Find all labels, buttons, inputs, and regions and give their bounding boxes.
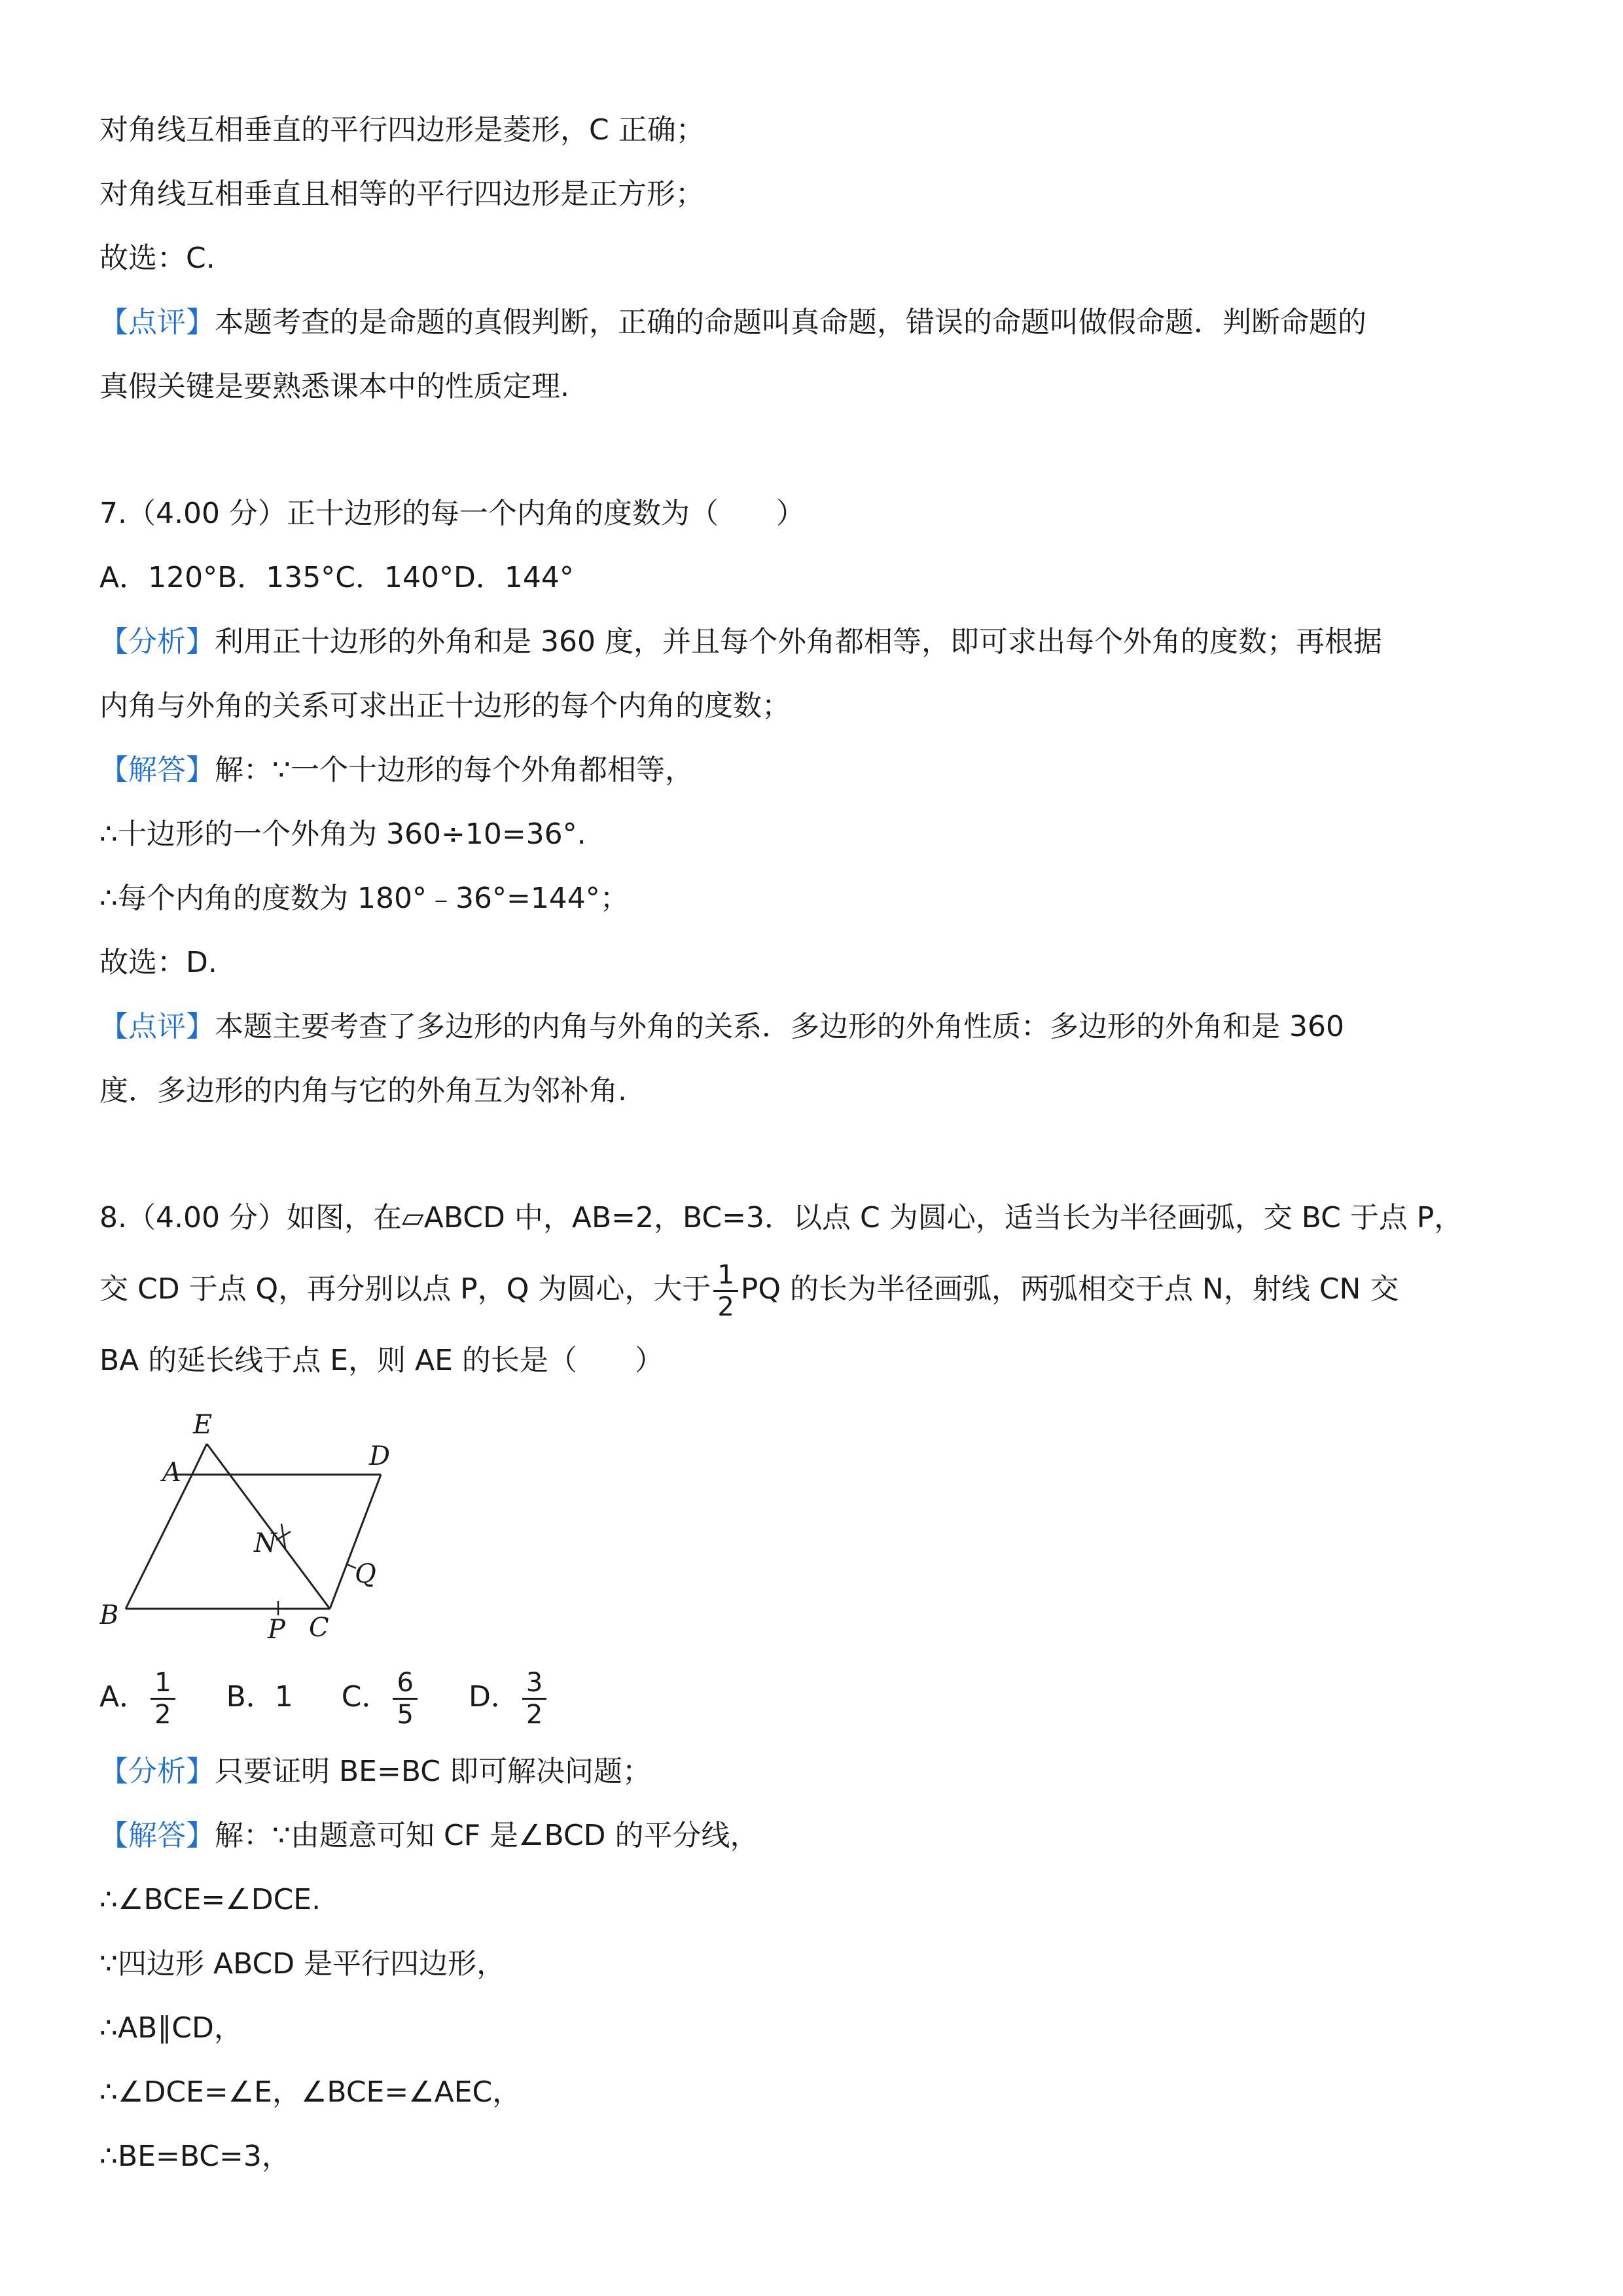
answer-line: 故选：D. (99, 946, 217, 979)
arc-mark-n (276, 1524, 291, 1549)
ray-ce (207, 1444, 330, 1609)
answer-line: ∴∠BCE=∠DCE. (99, 1883, 321, 1916)
analysis-line: 内角与外角的关系可求出正十边形的每个内角的度数； (99, 689, 791, 723)
question-8-stem: 8.（4.00 分）如图，在▱ABCD 中，AB=2，BC=3．以点 C 为圆心，适当长为半径画弧，交 BC 于点 P， (99, 1201, 1463, 1234)
analysis-text: 只要证明 BE=BC 即可解决问题； (215, 1755, 651, 1788)
fraction-numerator: 1 (151, 1668, 175, 1700)
option-letter: B． (226, 1680, 275, 1713)
fraction-numerator: 3 (522, 1668, 546, 1700)
comment-line (99, 995, 1539, 1059)
analysis-tag: 【分析】 (99, 625, 215, 658)
question-8-options (99, 1655, 1539, 1740)
stem-text: 交 CD 于点 Q，再分别以点 P，Q 为圆心，大于 (99, 1272, 711, 1306)
answer-tag: 【解答】 (99, 753, 215, 787)
answer-line: ∴BE=BC=3， (99, 2140, 291, 2173)
text-line: 对角线互相垂直的平行四边形是菱形，C 正确； (99, 113, 705, 147)
comment-line (99, 291, 1539, 355)
fraction-denominator: 5 (397, 1699, 414, 1730)
answer-line: ∴十边形的一个外角为 360÷10=36°. (99, 817, 586, 851)
label-n: N (254, 1528, 277, 1558)
answer-line: ∴AB∥CD， (99, 2011, 243, 2045)
spacer (99, 419, 1539, 482)
answer-tag: 【解答】 (99, 1819, 215, 1852)
fraction (151, 1668, 175, 1730)
question-7-options: A．120°B．135°C．140°D．144° (99, 561, 574, 594)
geometry-figure (99, 1393, 1539, 1655)
comment-text: 本题考查的是命题的真假判断，正确的命题叫真命题，错误的命题叫做假命题．判断命题的 (215, 306, 1366, 339)
answer-text: 解：∵一个十边形的每个外角都相等， (215, 753, 694, 787)
fraction-numerator: 1 (713, 1260, 738, 1292)
parallelogram-diagram (99, 1393, 440, 1655)
option-letter: C． (341, 1680, 391, 1713)
answer-line (99, 738, 1539, 802)
segment-ae (191, 1444, 207, 1477)
label-c: C (309, 1613, 329, 1643)
spacer (99, 1123, 1539, 1186)
fraction-denominator: 2 (154, 1699, 171, 1730)
analysis-tag: 【分析】 (99, 1755, 215, 1788)
option-d (469, 1655, 549, 1740)
option-value: 1 (274, 1680, 293, 1713)
stem-text: PQ 的长为半径画弧，两弧相交于点 N，射线 CN 交 (740, 1272, 1399, 1306)
document-page (99, 98, 1539, 2189)
answer-text: 解：∵由题意可知 CF 是∠BCD 的平分线， (215, 1819, 759, 1852)
analysis-line (99, 610, 1539, 674)
answer-line: ∴每个内角的度数为 180°﹣36°=144°； (99, 882, 629, 915)
text-line: 故选：C. (99, 242, 215, 275)
analysis-text: 利用正十边形的外角和是 360 度，并且每个外角都相等，即可求出每个外角的度数；再根据 (215, 625, 1382, 658)
fraction (713, 1260, 738, 1322)
label-q: Q (355, 1559, 376, 1589)
comment-text: 本题主要考查了多边形的内角与外角的关系．多边形的外角性质：多边形的外角和是 360 (215, 1010, 1344, 1043)
fraction-denominator: 2 (526, 1699, 543, 1730)
label-p: P (268, 1615, 285, 1645)
answer-line: ∵四边形 ABCD 是平行四边形， (99, 1947, 506, 1981)
question-8-stem (99, 1250, 1539, 1329)
segment-ba (126, 1477, 191, 1609)
option-letter: A． (99, 1680, 149, 1713)
comment-tag: 【点评】 (99, 306, 215, 339)
analysis-line (99, 1740, 1539, 1804)
option-b (226, 1655, 293, 1740)
fraction (522, 1668, 546, 1730)
label-e: E (193, 1410, 213, 1440)
fraction-denominator: 2 (717, 1291, 734, 1322)
option-c (342, 1655, 420, 1740)
fraction-numerator: 6 (393, 1668, 417, 1700)
question-7-stem: 7.（4.00 分）正十边形的每一个内角的度数为（ ） (99, 497, 805, 530)
text-line: 对角线互相垂直且相等的平行四边形是正方形； (99, 177, 704, 211)
option-a (99, 1655, 178, 1740)
label-b: B (99, 1600, 119, 1630)
label-d: D (369, 1441, 391, 1471)
answer-line (99, 1804, 1539, 1868)
answer-line: ∴∠DCE=∠E，∠BCE=∠AEC， (99, 2075, 522, 2109)
comment-tag: 【点评】 (99, 1010, 215, 1043)
comment-line: 度．多边形的内角与它的外角互为邻补角. (99, 1074, 627, 1107)
option-letter: D． (468, 1680, 520, 1713)
question-8-stem: BA 的延长线于点 E，则 AE 的长是（ ） (99, 1344, 664, 1377)
comment-line: 真假关键是要熟悉课本中的性质定理. (99, 370, 569, 403)
fraction (393, 1668, 417, 1730)
label-a: A (162, 1458, 181, 1488)
